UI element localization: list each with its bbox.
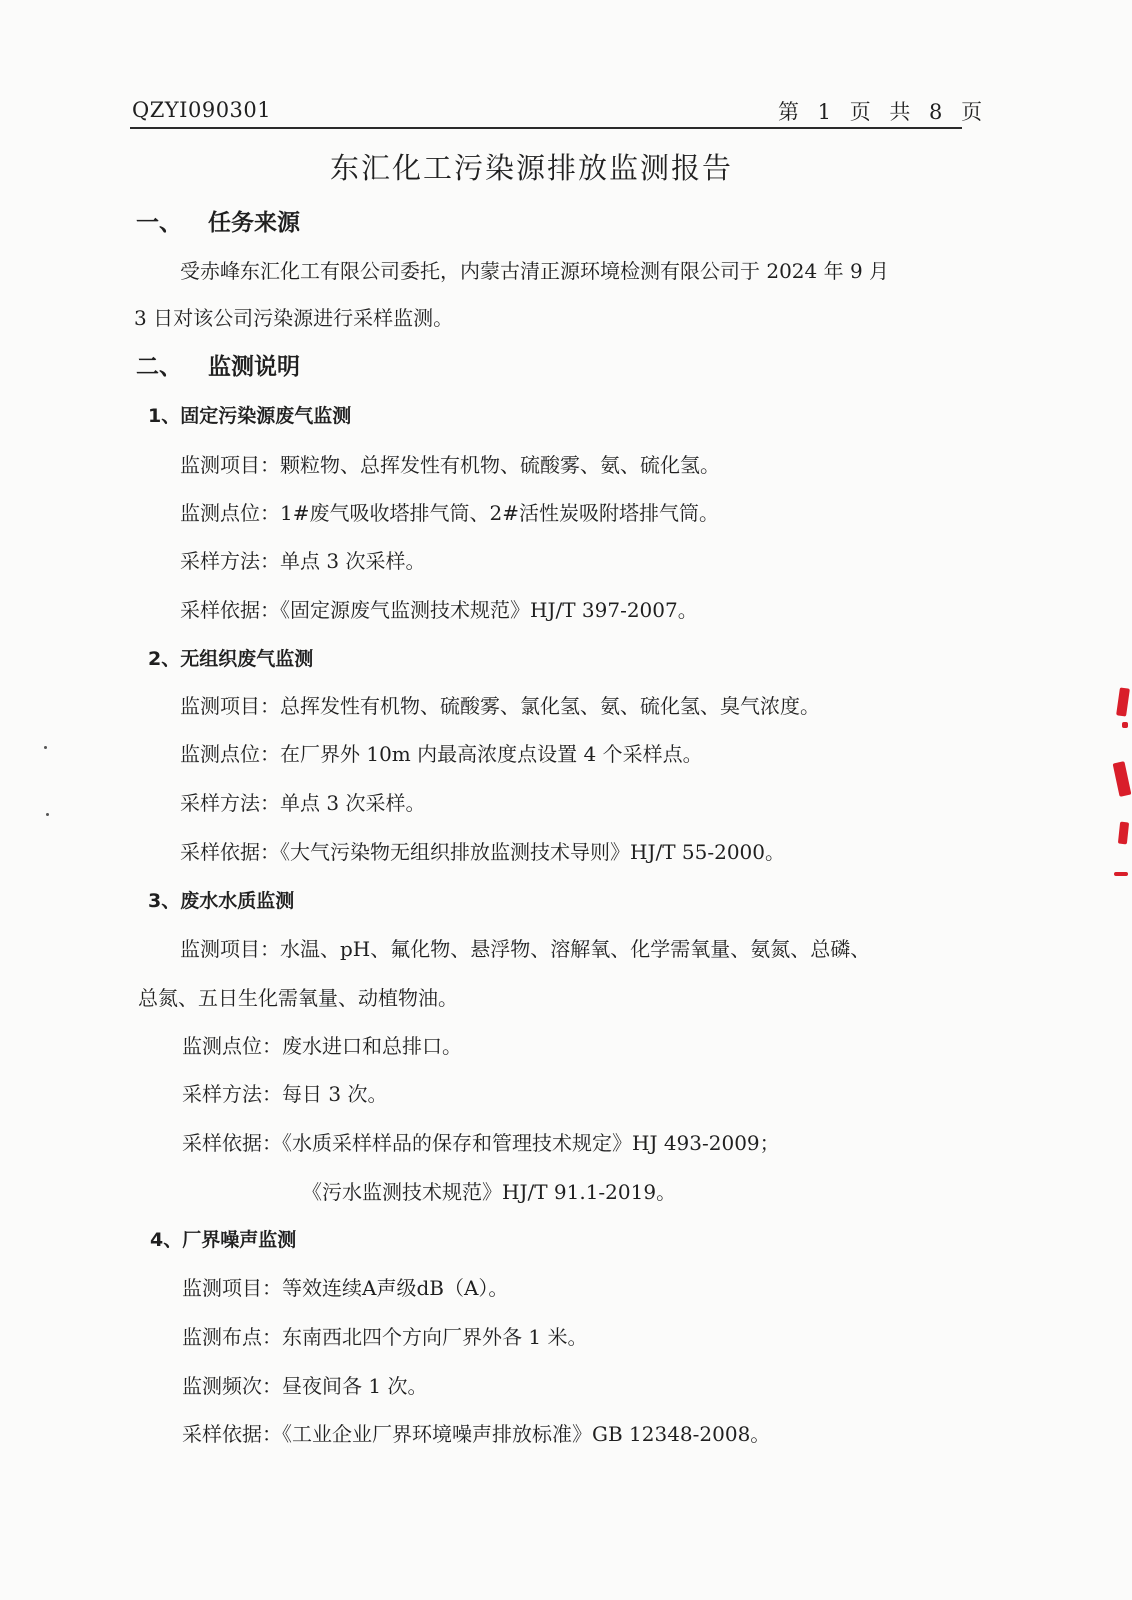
subsection-heading-fugitive-gas: 2、无组织废气监测 bbox=[148, 648, 314, 670]
section-number: 一、 bbox=[136, 210, 182, 236]
stationary-items: 监测项目：颗粒物、总挥发性有机物、硫酸雾、氨、硫化氢。 bbox=[180, 453, 720, 477]
header-rule bbox=[130, 127, 962, 129]
wastewater-method: 采样方法：每日 3 次。 bbox=[182, 1082, 388, 1106]
noise-frequency: 监测频次：昼夜间各 1 次。 bbox=[182, 1374, 428, 1398]
section-number: 二、 bbox=[136, 354, 182, 380]
noise-basis: 采样依据：《工业企业厂界环境噪声排放标准》GB 12348-2008。 bbox=[182, 1422, 771, 1446]
subsection-heading-boundary-noise: 4、厂界噪声监测 bbox=[150, 1229, 297, 1251]
wastewater-items-line1: 监测项目：水温、pH、氟化物、悬浮物、溶解氧、化学需氧量、氨氮、总磷、 bbox=[180, 937, 871, 961]
task-source-paragraph-line2: 3 日对该公司污染源进行采样监测。 bbox=[134, 306, 454, 330]
task-source-paragraph-line1: 受赤峰东汇化工有限公司委托，内蒙古清正源环境检测有限公司于 2024 年 9 月 bbox=[180, 259, 890, 283]
wastewater-points: 监测点位：废水进口和总排口。 bbox=[182, 1034, 462, 1058]
section-title: 监测说明 bbox=[208, 354, 300, 380]
noise-points: 监测布点：东南西北四个方向厂界外各 1 米。 bbox=[182, 1325, 588, 1349]
subsection-heading-stationary-source: 1、固定污染源废气监测 bbox=[148, 405, 352, 427]
scan-speck bbox=[44, 746, 47, 749]
fugitive-method: 采样方法：单点 3 次采样。 bbox=[180, 791, 426, 815]
wastewater-basis-line1: 采样依据：《水质采样样品的保存和管理技术规定》HJ 493-2009； bbox=[182, 1131, 780, 1155]
section-heading-task-source bbox=[136, 204, 300, 237]
stationary-points: 监测点位：1#废气吸收塔排气筒、2#活性炭吸附塔排气筒。 bbox=[180, 501, 719, 525]
page-indicator: 第 1 页 共 8 页 bbox=[778, 100, 989, 124]
wastewater-items-line2: 总氮、五日生化需氧量、动植物油。 bbox=[138, 986, 458, 1010]
document-code: QZYI090301 bbox=[132, 98, 272, 122]
fugitive-items: 监测项目：总挥发性有机物、硫酸雾、氯化氢、氨、硫化氢、臭气浓度。 bbox=[180, 694, 820, 718]
stationary-method: 采样方法：单点 3 次采样。 bbox=[180, 549, 426, 573]
report-title: 东汇化工污染源排放监测报告 bbox=[330, 151, 734, 185]
stationary-basis: 采样依据：《固定源废气监测技术规范》HJ/T 397-2007。 bbox=[180, 598, 698, 622]
fugitive-points: 监测点位：在厂界外 10m 内最高浓度点设置 4 个采样点。 bbox=[180, 742, 703, 766]
wastewater-basis-line2: 《污水监测技术规范》HJ/T 91.1-2019。 bbox=[302, 1180, 677, 1204]
subsection-heading-wastewater: 3、废水水质监测 bbox=[148, 890, 295, 912]
fugitive-basis: 采样依据：《大气污染物无组织排放监测技术导则》HJ/T 55-2000。 bbox=[180, 840, 785, 864]
scan-speck bbox=[46, 813, 49, 816]
noise-items: 监测项目：等效连续A声级dB（A）。 bbox=[182, 1276, 509, 1300]
section-heading-monitoring-notes bbox=[136, 348, 300, 381]
section-title: 任务来源 bbox=[208, 210, 300, 236]
